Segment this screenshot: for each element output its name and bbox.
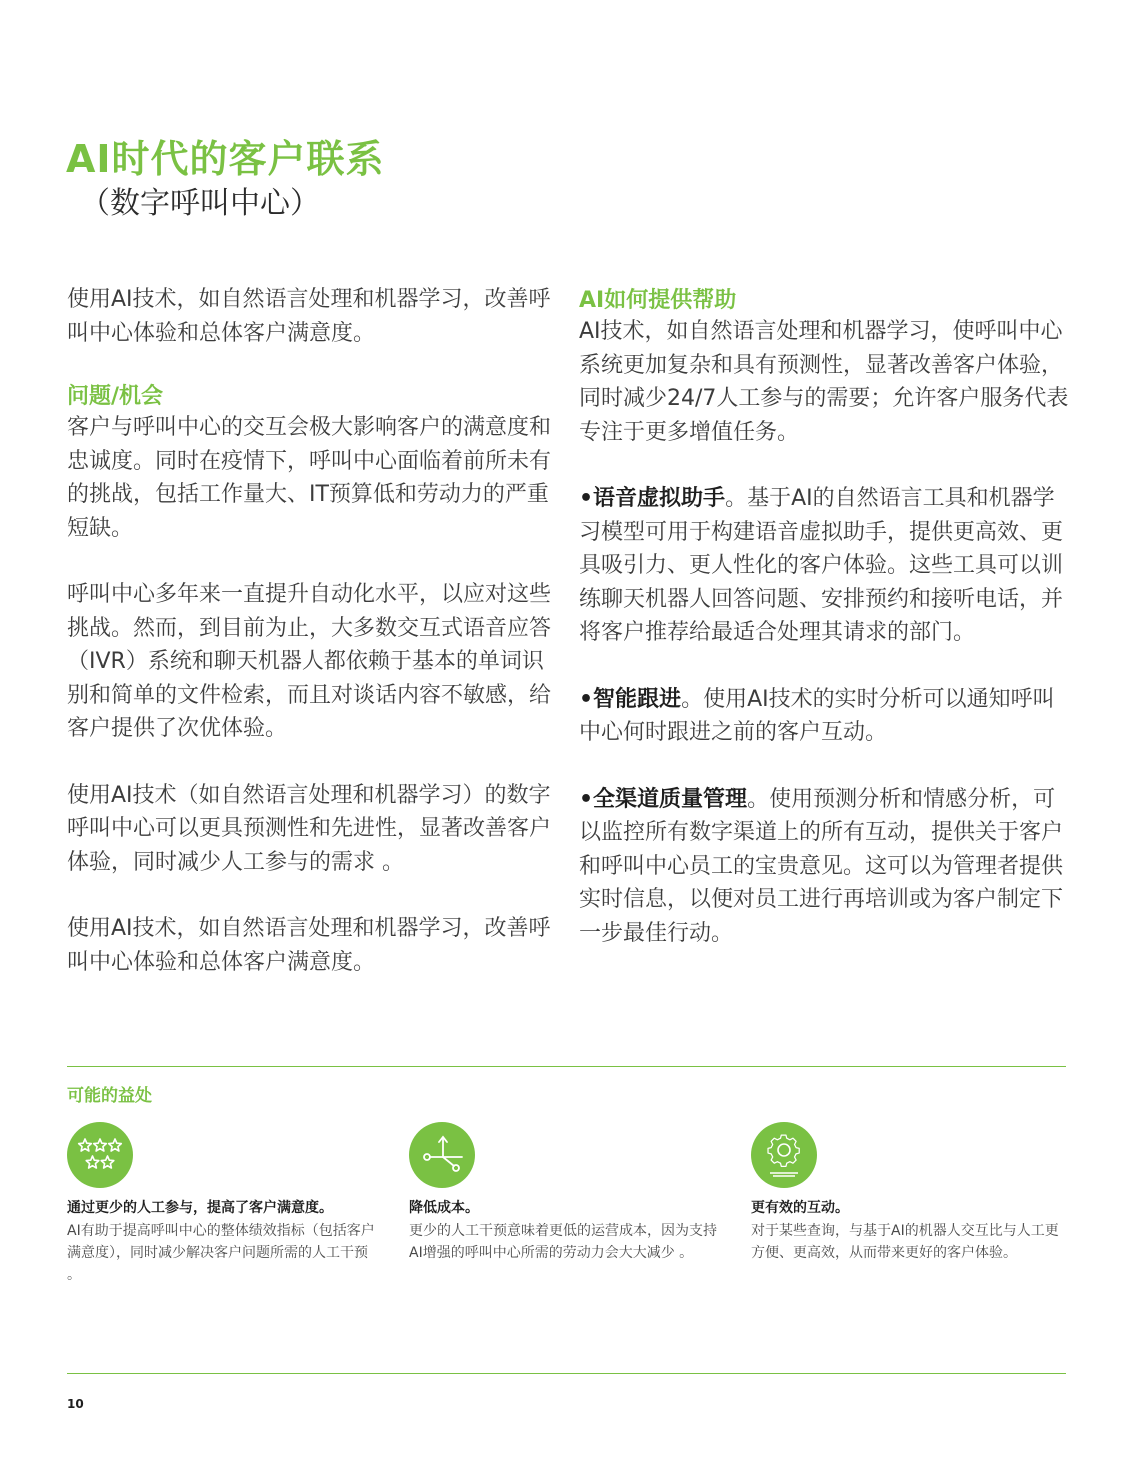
- problem-paragraph-1: 客户与呼叫中心的交互会极大影响客户的满意度和忠诚度。同时在疫情下，呼叫中心面临着前所未有的挑战，包括工作量大、IT预算低和劳动力的严重短缺。: [67, 415, 552, 541]
- intro-paragraph: 使用AI技术，如自然语言处理和机器学习，改善呼叫中心体验和总体客户满意度。: [67, 287, 551, 346]
- page-number: 10: [67, 1397, 84, 1411]
- benefit-title: 更有效的互动。: [751, 1200, 849, 1216]
- bullet-text: 。基于AI的自然语言工具和机器学习模型可用于构建语音虚拟助手，提供更高效、更具吸引力、更人性化的客户体验。这些工具可以训练聊天机器人回答问题、安排预约和接听电话，并将客户推荐给最适合处理其请求的部门。: [579, 486, 1064, 645]
- benefit-satisfaction: [67, 1122, 377, 1286]
- bullet-title: •智能跟进: [579, 686, 682, 712]
- bullet-voice-assistant: [579, 482, 1069, 650]
- right-column: [579, 287, 1069, 983]
- gear-icon: [751, 1122, 817, 1188]
- how-ai-helps-heading: AI如何提供帮助: [579, 288, 737, 313]
- how-ai-helps-intro: AI技术，如自然语言处理和机器学习，使呼叫中心系统更加复杂和具有预测性，显著改善客户体验，同时减少24/7人工参与的需要；允许客户服务代表专注于更多增值任务。: [579, 319, 1069, 445]
- benefit-text: 对于某些查询，与基于AI的机器人交互比与人工更方便、更高效，从而带来更好的客户体验。: [751, 1223, 1059, 1261]
- section-divider-top: [67, 1066, 1066, 1067]
- benefit-cost: [409, 1122, 719, 1264]
- section-divider-bottom: [67, 1373, 1066, 1374]
- page-subtitle: （数字呼叫中心）: [80, 186, 320, 221]
- closing-paragraph: 使用AI技术，如自然语言处理和机器学习，改善呼叫中心体验和总体客户满意度。: [67, 916, 551, 975]
- branch-icon: [409, 1122, 475, 1188]
- problem-paragraph-2: 呼叫中心多年来一直提升自动化水平，以应对这些挑战。然而，到目前为止，大多数交互式语音应答（IVR）系统和聊天机器人都依赖于基本的单词识别和简单的文件检索，而且对谈话内容不敏感，给客户提供了次优体验。: [67, 582, 552, 741]
- bullet-text: 。使用预测分析和情感分析，可以监控所有数字渠道上的所有互动，提供关于客户和呼叫中心员工的宝贵意见。这可以为管理者提供实时信息，以便对员工进行再培训或为客户制定下一步最佳行动。: [579, 786, 1064, 946]
- benefits-heading: 可能的益处: [67, 1086, 152, 1106]
- problem-paragraph-3: 使用AI技术（如自然语言处理和机器学习）的数字呼叫中心可以更具预测性和先进性，显著改善客户体验，同时减少人工参与的需求 。: [67, 782, 552, 875]
- bullet-text: 。使用AI技术的实时分析可以通知呼叫中心何时跟进之前的客户互动。: [579, 686, 1055, 745]
- benefit-text: AI有助于提高呼叫中心的整体绩效指标（包括客户满意度），同时减少解决客户问题所需的人工干预 。: [67, 1223, 375, 1283]
- benefit-title: 降低成本。: [409, 1200, 479, 1216]
- benefit-title: 通过更少的人工参与，提高了客户满意度。: [67, 1200, 333, 1216]
- bullet-smart-followup: [579, 683, 1069, 750]
- left-column: [67, 283, 557, 979]
- page-title: AI时代的客户联系: [66, 137, 385, 181]
- bullet-title: •语音虚拟助手: [579, 486, 726, 511]
- benefit-text: 更少的人工干预意味着更低的运营成本，因为支持AI增强的呼叫中心所需的劳动力会大大减少 。: [409, 1223, 717, 1261]
- bullet-title: •全渠道质量管理: [579, 786, 748, 812]
- benefit-interaction: [751, 1122, 1061, 1264]
- problem-heading: 问题/机会: [67, 384, 164, 409]
- stars-icon: [67, 1122, 133, 1188]
- bullet-omnichannel-qm: [579, 783, 1069, 951]
